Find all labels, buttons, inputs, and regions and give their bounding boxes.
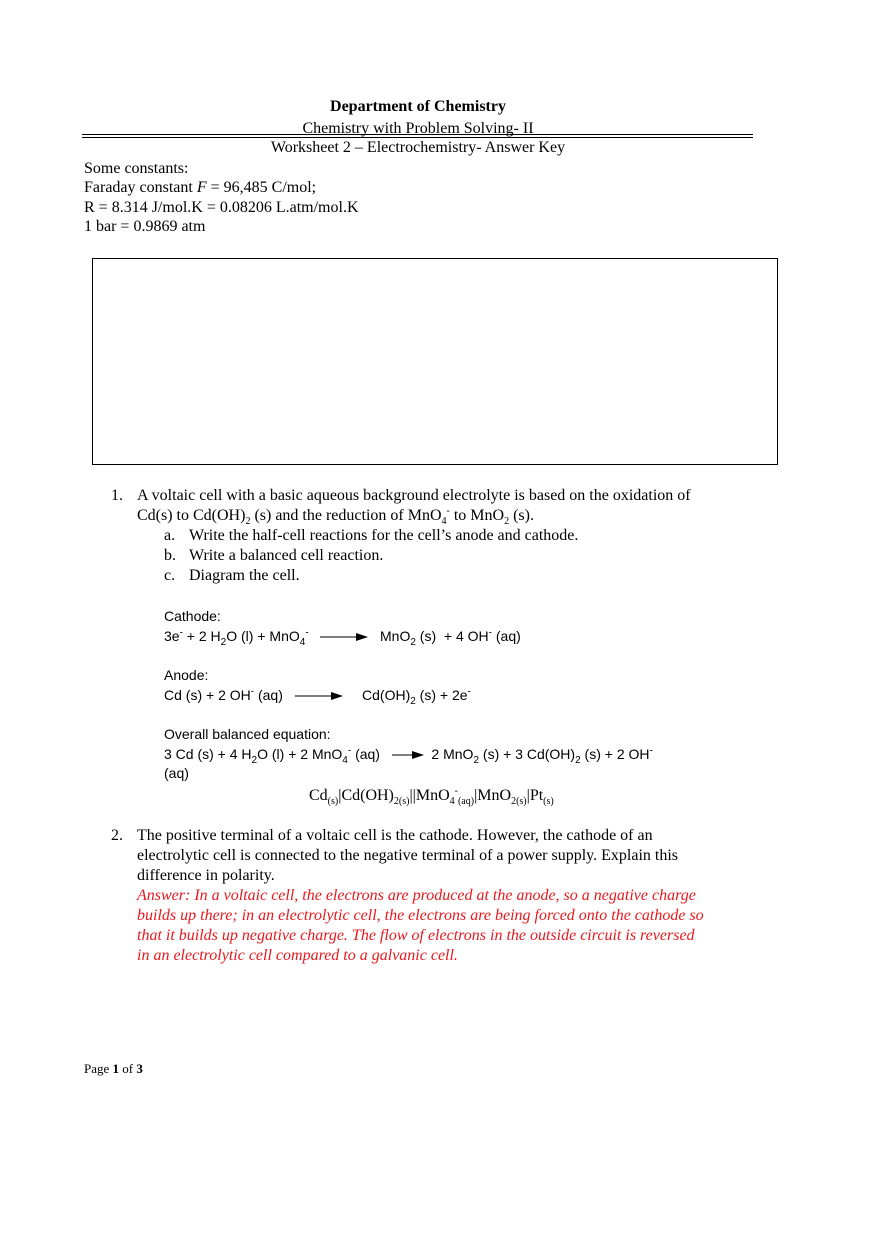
cell-notation: $Cd_{(s)}|Cd(OH)_{2(s)}||MnO_4^-_{(aq)}|MnO_{2(s)}|Pt_{(s)}$	[309, 785, 554, 808]
anode-equation: Cd (s) + 2 OH- (aq) $Cd(OH)_2$ (s) + 2e-	[164, 686, 471, 707]
cathode-label: Cathode:	[164, 608, 221, 624]
cathode-equation: 3e- + 2 $H_2O$ (l) + MnO$_4$- MnO$_2$ (s) + 4 OH- (aq)	[164, 627, 521, 648]
reaction-arrow-icon	[392, 750, 424, 760]
q2-answer-line: in an electrolytic cell compared to a galvanic cell.	[137, 947, 458, 964]
q2-line: difference in polarity.	[137, 867, 275, 884]
q1-number: 1.	[111, 487, 123, 504]
department-title: Department of Chemistry	[330, 98, 506, 115]
reaction-arrow-icon	[320, 632, 368, 642]
overall-equation: 3 Cd (s) + 4 $H_2O$ (l) + 2 MnO$_4$- (aq) 2 MnO$_2$ (s) + 3 $Cd(OH)_2$ (s) + 2 OH-	[164, 745, 653, 766]
page-number: Page 1 of 3	[84, 1061, 143, 1076]
faraday-constant: Faraday constant F = 96,485 C/mol;	[84, 179, 317, 196]
header-rule-top	[82, 134, 753, 135]
q2-number: 2.	[111, 827, 123, 844]
worksheet-title: Worksheet 2 – Electrochemistry- Answer Key	[270, 139, 566, 156]
gas-constant: R = 8.314 J/mol.K = 0.08206 L.atm/mol.K	[84, 199, 359, 216]
q1-part-b-label: b.	[164, 547, 176, 564]
q2-answer-line: builds up there; in an electrolytic cell, the electrons are being forced onto the cathode so	[137, 907, 704, 924]
anode-label: Anode:	[164, 667, 209, 683]
q2-line: electrolytic cell is connected to the negative terminal of a power supply. Explain this	[137, 847, 679, 864]
q1-part-b: Write a balanced cell reaction.	[189, 547, 384, 564]
overall-label: Overall balanced equation:	[164, 726, 331, 742]
reaction-arrow-icon	[295, 691, 343, 701]
q1-part-a: Write the half-cell reactions for the cell’s anode and cathode.	[189, 527, 579, 544]
bar-conversion: 1 bar = 0.9869 atm	[84, 218, 206, 235]
course-title: Chemistry with Problem Solving- II	[302, 120, 534, 137]
q2-line: The positive terminal of a voltaic cell is the cathode. However, the cathode of an	[137, 827, 653, 844]
overall-equation-wrap: (aq)	[164, 765, 189, 781]
q1-part-c: Diagram the cell.	[189, 567, 300, 584]
q2-answer-line: Answer: In a voltaic cell, the electrons are produced at the anode, so a negative charge	[137, 887, 696, 904]
q1-line1: A voltaic cell with a basic aqueous background electrolyte is based on the oxidation of	[137, 487, 691, 504]
q1-part-c-label: c.	[164, 567, 176, 584]
q1-part-a-label: a.	[164, 527, 176, 544]
empty-box	[92, 258, 778, 465]
q1-line2: Cd(s) to $Cd(OH)_2$ (s) and the reduction of MnO$_4$- to MnO$_2$ (s).	[137, 505, 534, 528]
header-rule-bottom	[82, 137, 753, 138]
q2-answer-line: that it builds up negative charge. The flow of electrons in the outside circuit is reversed	[137, 927, 695, 944]
constants-heading: Some constants:	[84, 160, 189, 177]
